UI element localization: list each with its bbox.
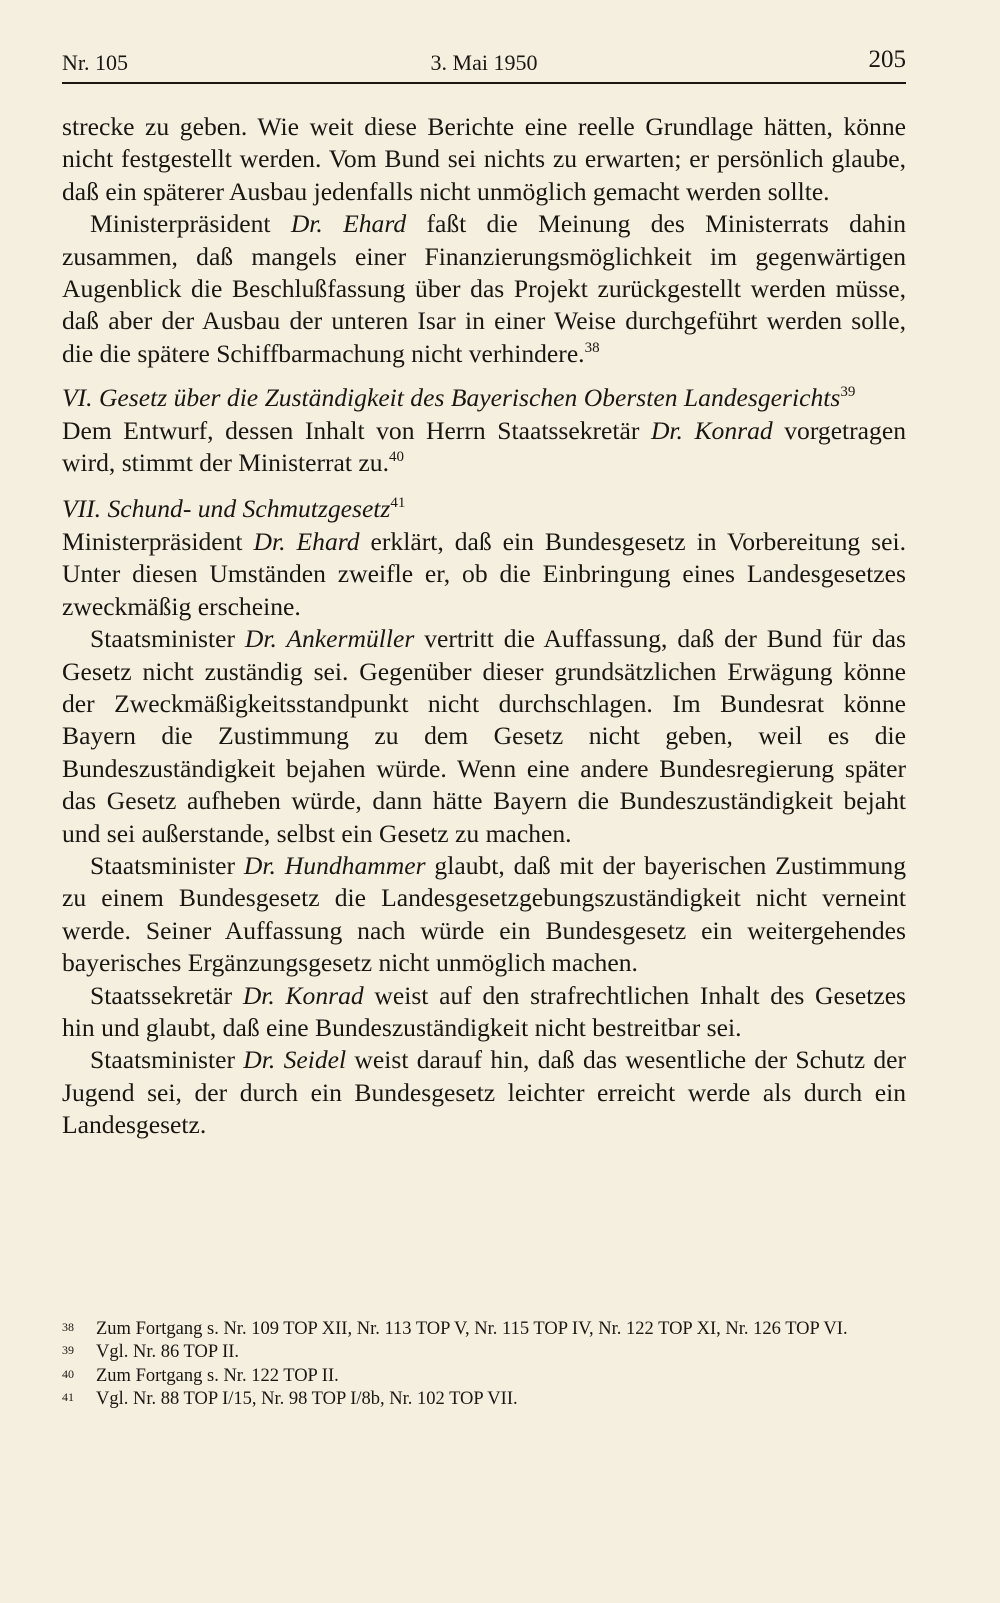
section-heading-text: VII. Schund- und Schmutzgesetz [62,494,391,524]
paragraph-ehard-bundesgesetz [62,526,906,623]
paragraph-text: vorgetragen wird, stimmt der Ministerrat zu. [62,415,906,478]
footnote-number: 40 [62,1366,74,1381]
paragraph-continuation [62,111,906,208]
section-heading-text: VI. Gesetz über die Zuständigkeit des Bayerischen Obersten Landesgerichts [62,383,841,413]
paragraph-text: Dem Entwurf, dessen Inhalt von Herrn Staatssekretär [62,415,651,445]
speaker-title: Staatsminister [90,850,244,880]
speaker-name: Dr. Konrad [242,980,364,1010]
paragraph-text: erklärt, daß ein Bundesgesetz in Vorbereitung sei. Unter diesen Umständen zweifle er, ob die Einbringung eines Landesgesetzes zweckmäßig erscheine. [62,526,906,621]
footnote-ref[interactable]: 40 [388,449,404,466]
footnotes [62,1318,906,1412]
paragraph-konrad [62,980,906,1045]
footnote-number: 41 [62,1390,74,1405]
section-heading-vi [62,382,906,414]
paragraph-entwurf [62,415,906,480]
paragraph-text: weist darauf hin, daß das wesentliche der Schutz der Jugend sei, der durch ein Bundesgesetz leichter erreicht werde als durch ein Landesgesetz. [62,1045,907,1140]
section-heading-vii [62,493,906,525]
speaker-name: Dr. Ehard [253,526,360,556]
footnote-text: Vgl. Nr. 86 TOP II. [96,1342,240,1363]
paragraph-text: strecke zu geben. Wie weit diese Berichte eine reelle Grundlage hätten, könne nicht festgestellt werden. Vom Bund sei nichts zu erwarten; er persönlich glaube, daß ein späterer Ausbau jedenfalls nicht unmöglich gemacht werden sollte. [62,112,906,206]
header-rule [62,82,906,84]
speaker-title: Ministerpräsident [90,209,291,239]
speaker-title: Staatssekretär [90,980,243,1010]
speaker-title: Staatsminister [90,624,245,654]
footnote [62,1388,906,1411]
speaker-name: Dr. Hundhammer [243,850,426,880]
footnote-number: 39 [62,1343,74,1358]
footnote-text: Zum Fortgang s. Nr. 122 TOP II. [96,1365,339,1386]
paragraph-seidel [62,1044,906,1141]
footnote-number: 38 [62,1320,74,1334]
speaker-name: Dr. Ehard [290,209,407,239]
footnote-ref[interactable]: 38 [584,339,600,356]
paragraph-text: glaubt, daß mit der bayerischen Zustimmung zu einem Bundesgesetz die Landesgesetzgebungszuständigkeit nicht verneint werde. Seiner Auffassung nach würde ein Bundesgesetz ein weitergehendes bayerisches Ergänzungsgesetz nicht unmöglich machen. [62,850,907,978]
document-number: Nr. 105 [62,50,128,75]
page-number: 205 [868,46,906,73]
speaker-name: Dr. Seidel [243,1045,347,1075]
footnote [62,1341,906,1364]
paragraph-hundhammer [62,850,906,980]
footnote [62,1365,906,1388]
main-text [62,111,906,1142]
paragraph-ehard-summary [62,208,906,370]
speaker-name: Dr. Konrad [650,415,773,445]
paragraph-text: weist auf den strafrechtlichen Inhalt des Gesetzes hin und glaubt, daß eine Bundeszuständigkeit nicht bestreitbar sei. [62,980,907,1042]
footnote [62,1318,906,1341]
speaker-title: Staatsminister [90,1045,244,1075]
footnote-text: Vgl. Nr. 88 TOP I/15, Nr. 98 TOP I/8b, Nr. 102 TOP VII. [96,1389,518,1410]
paragraph-text: faßt die Meinung des Ministerrats dahin zusammen, daß mangels einer Finanzierungsmöglichkeit im gegenwärtigen Augenblick die Beschlußfassung über das Projekt zurückgestellt werden müsse, daß aber der Ausbau der unteren Isar in einer Weise durchgeführt werden solle, die die spätere Schiffbarmachung nicht verhindere. [62,209,906,368]
footnote-ref[interactable]: 41 [390,495,406,512]
header-date: 3. Mai 1950 [430,50,538,75]
footnote-ref[interactable]: 39 [840,384,856,401]
footnote-text: Zum Fortgang s. Nr. 109 TOP XII, Nr. 113 TOP V, Nr. 115 TOP IV, Nr. 122 TOP XI, Nr. 126 TOP VI. [96,1319,848,1339]
paragraph-text: vertritt die Auffassung, daß der Bund für das Gesetz nicht zuständig sei. Gegenüber dieser grundsätzlichen Erwägung könne der Zweckmäßigkeitsstandpunkt nicht durchschlagen. Im Bundesrat könne Bayern die Zustimmung zu dem Gesetz nicht geben, weil es die Bundeszuständigkeit bejahen würde. Wenn eine andere Bundesregierung später das Gesetz aufheben würde, dann hätte Bayern die Bundeszuständigkeit bejaht und sei außerstande, selbst ein Gesetz zu machen. [62,624,906,848]
speaker-title: Ministerpräsident [62,526,254,556]
running-header [62,46,906,80]
speaker-name: Dr. Ankermüller [244,624,415,654]
paragraph-ankermueller [62,623,906,850]
